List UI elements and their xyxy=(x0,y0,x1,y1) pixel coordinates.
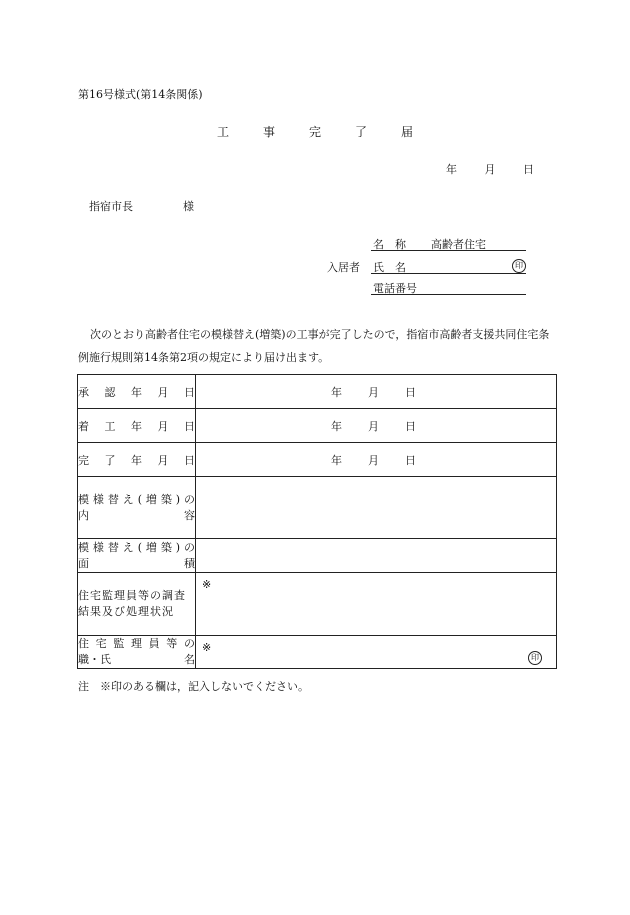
table-row-alteration-area xyxy=(78,539,557,573)
row-label xyxy=(78,443,196,477)
alteration-area-value xyxy=(196,539,557,573)
inspection-result-value xyxy=(196,573,557,636)
day-label: 日 xyxy=(523,163,534,176)
completion-date-value: 年 月 日 xyxy=(196,443,557,477)
addressee-honorific: 様 xyxy=(183,200,194,213)
name-title-value: 高齢者住宅 xyxy=(431,238,486,251)
seal-icon: 印 xyxy=(512,259,526,273)
table-row-approval-date xyxy=(78,375,557,409)
person-name-label: 氏 名 xyxy=(373,261,406,274)
month-label: 月 xyxy=(484,163,496,176)
office-use-mark: ※ xyxy=(202,578,212,591)
table-row-inspection-result xyxy=(78,573,557,636)
document-title: 工事完了届 xyxy=(216,125,447,139)
office-use-mark: ※ xyxy=(202,641,212,654)
addressee-name: 指宿市長 xyxy=(89,200,133,213)
inspector-label-1: 住 宅 監 理 員 等 の xyxy=(78,637,195,650)
approval-date-value: 年 月 日 xyxy=(196,375,557,409)
table-row-alteration-content xyxy=(78,477,557,539)
footnote: 注 ※印のある欄は，記入しないでください。 xyxy=(78,680,309,693)
alteration-content-label-1: 模 様 替 え ( 増 築 ) の xyxy=(78,492,195,506)
applicant-phone-row xyxy=(371,280,526,295)
alteration-area-label-1: 模 様 替 え ( 増 築 ) の xyxy=(78,540,195,554)
start-date-label: 着 工 年 月 日 xyxy=(78,419,195,433)
completion-date-label: 完 了 年 月 日 xyxy=(78,453,195,467)
applicant-person-row xyxy=(371,259,526,274)
row-label xyxy=(78,375,196,409)
name-title-label: 名 称 xyxy=(373,238,406,251)
form-number: 第16号様式(第14条関係) xyxy=(78,88,203,101)
row-label: 住 宅 監 理 員 等 の 職・氏 名 xyxy=(78,636,196,669)
approval-date-label: 承 認 年 月 日 xyxy=(78,385,195,399)
year-label: 年 xyxy=(446,163,457,176)
table-row-completion-date xyxy=(78,443,557,477)
report-table xyxy=(77,374,557,669)
alteration-content-value xyxy=(196,477,557,539)
row-label: 模 様 替 え ( 増 築 ) の 面 積 xyxy=(78,539,196,573)
inspection-label-1: 住宅監理員等の調査 xyxy=(78,589,186,602)
body-paragraph: 次のとおり高齢者住宅の模様替え(増築)の工事が完了したので，指宿市高齢者支援共同住宅条例施行規則第14条第2項の規定により届け出ます。 xyxy=(78,328,550,364)
row-label xyxy=(78,409,196,443)
table-row-start-date xyxy=(78,409,557,443)
applicant-label: 入居者 xyxy=(327,261,360,274)
table-row-inspector xyxy=(78,636,557,669)
row-label xyxy=(78,573,196,636)
inspector-value xyxy=(196,636,557,669)
submission-date xyxy=(446,161,534,177)
row-label: 模 様 替 え ( 増 築 ) の 内 容 xyxy=(78,477,196,539)
start-date-value: 年 月 日 xyxy=(196,409,557,443)
phone-label: 電話番号 xyxy=(373,282,417,295)
inspection-label-2: 結果及び処理状況 xyxy=(78,605,174,618)
seal-icon: 印 xyxy=(528,651,542,665)
applicant-name-title-row xyxy=(371,236,526,251)
